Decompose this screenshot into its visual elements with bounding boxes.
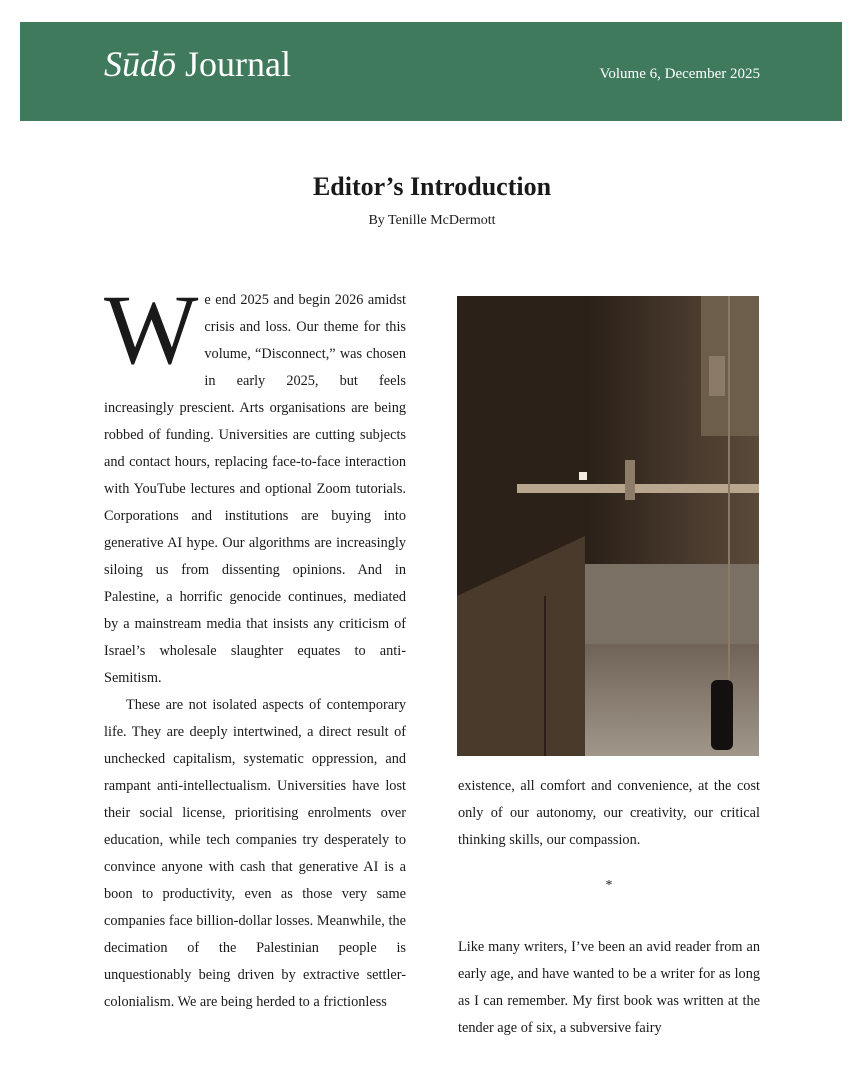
photo-phone-booth-illustration <box>457 296 759 756</box>
journal-banner <box>20 22 842 121</box>
paragraph-1-text: e end 2025 and begin 2026 amidst crisis and loss. Our theme for this volume, “Disconnect,” was chosen in early 2025, but feels increasingly prescient. Arts organisations are being robbed of funding. Universities are cutting subjects and contact hours, replacing face-to-face interaction with YouTube lectures and optional Zoom tutorials. Corporations and institutions are buying into generative AI hype. Our algorithms are increasingly siloing us from dissenting opinions. And in Palestine, a horrific genocide continues, mediated by a mainstream media that insists any criticism of Israel’s wholesale slaughter equates to anti-Semitism. <box>104 292 406 686</box>
volume-info: Volume 6, December 2025 <box>599 66 760 82</box>
journal-title-rest: Journal <box>176 44 291 84</box>
right-column-continuation <box>458 773 760 854</box>
paragraph-1 <box>104 274 406 692</box>
journal-title-italic: Sūdō <box>104 44 176 84</box>
right-column-paragraph-3 <box>458 934 760 1042</box>
drop-cap: W <box>104 274 199 385</box>
section-break: * <box>605 878 613 893</box>
left-column <box>104 274 406 1016</box>
journal-title <box>104 46 291 82</box>
paragraph-2: These are not isolated aspects of contemporary life. They are deeply intertwined, a direct result of unchecked capitalism, systematic oppression, and rampant anti-intellectualism. Universities have lost their social license, prioritising enrolments over education, while tech companies try desperately to convince anyone with cash that generative AI is a boon to productivity, even as those very same companies face billion-dollar losses. Meanwhile, the decimation of the Palestinian people is unquestionably being driven by extractive settler-colonialism. We are being herded to a frictionless <box>104 697 406 1010</box>
article-title: Editor’s Introduction <box>312 172 552 201</box>
article-byline: By Tenille McDermott <box>368 213 496 228</box>
article-photo <box>457 296 759 756</box>
paragraph-2-continued: existence, all comfort and convenience, at the cost only of our autonomy, our creativity, our critical thinking skills, our compassion. <box>458 778 760 848</box>
paragraph-3: Like many writers, I’ve been an avid reader from an early age, and have wanted to be a writer for as long as I can remember. My first book was written at the tender age of six, a subversive fairy <box>458 939 760 1036</box>
